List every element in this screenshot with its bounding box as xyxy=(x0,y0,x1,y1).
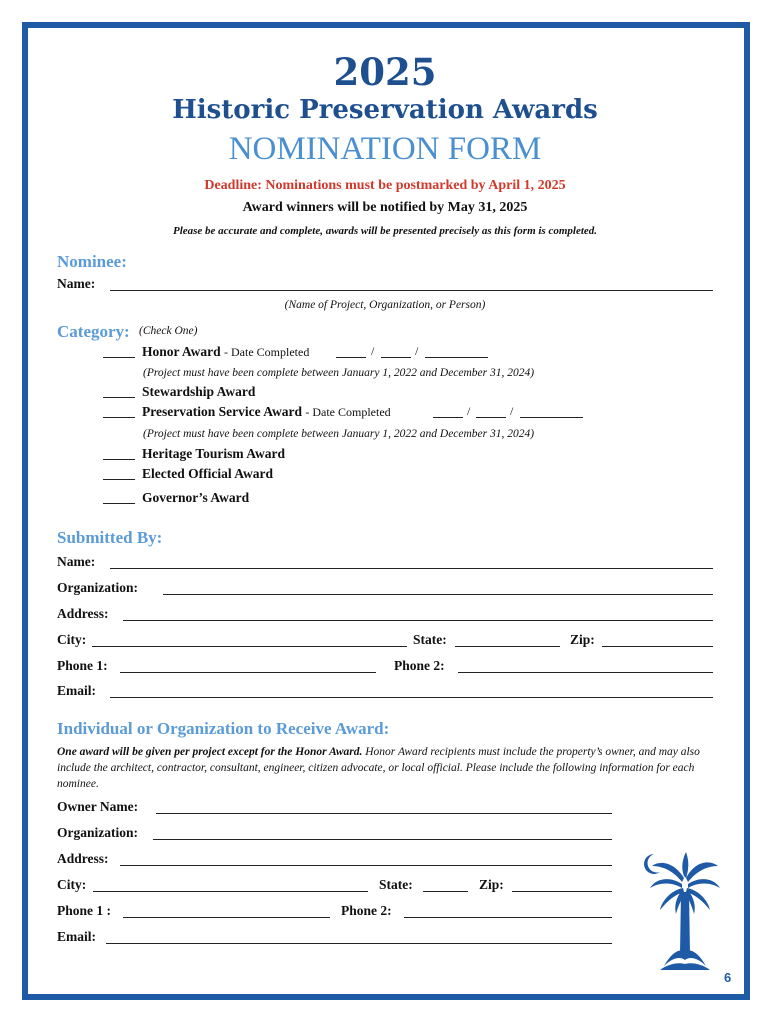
date-slash: / xyxy=(510,404,514,418)
palmetto-tree-icon xyxy=(650,852,720,970)
recipient-instructions: One award will be given per project except for the Honor Award. Honor Award recipients must include the property’s owner, and may also include the architect, contractor, consultant, engineer, citizen advocate, or local official. Please include the following information for each nominee. xyxy=(57,746,700,790)
submitter-org-field[interactable] xyxy=(163,594,713,595)
submitter-org-label: Organization: xyxy=(57,580,138,595)
service-project-note: (Project must have been complete between January 1, 2022 and December 31, 2024) xyxy=(143,428,535,440)
recipient-phone2-field[interactable] xyxy=(404,917,612,918)
elected-official-award-checkbox[interactable] xyxy=(103,479,135,480)
recipient-state-label: State: xyxy=(379,877,413,892)
honor-award-checkbox[interactable] xyxy=(103,357,135,358)
submitter-city-label: City: xyxy=(57,632,87,647)
nominee-name-hint: (Name of Project, Organization, or Person) xyxy=(284,299,486,311)
deadline-text: Deadline: Nominations must be postmarked by April 1, 2025 xyxy=(204,178,566,193)
date-slash: / xyxy=(467,404,471,418)
submitted-by-heading: Submitted By: xyxy=(57,528,163,547)
nominee-heading: Nominee: xyxy=(57,252,127,271)
date-slash: / xyxy=(415,344,419,358)
recipient-zip-label: Zip: xyxy=(479,877,504,892)
stewardship-award-label: Stewardship Award xyxy=(142,384,256,399)
submitter-email-field[interactable] xyxy=(110,697,713,698)
honor-date-day[interactable] xyxy=(381,357,411,358)
recipient-address-label: Address: xyxy=(57,851,109,866)
service-date-day[interactable] xyxy=(476,417,506,418)
instructions-text: Please be accurate and complete, awards will be presented precisely as this form is completed. xyxy=(172,225,598,237)
submitter-name-field[interactable] xyxy=(110,568,713,569)
submitter-zip-field[interactable] xyxy=(602,646,713,647)
submitter-state-field[interactable] xyxy=(455,646,560,647)
governors-award-label: Governor’s Award xyxy=(142,490,250,505)
heritage-tourism-award-label: Heritage Tourism Award xyxy=(142,446,285,461)
preservation-service-award-label: Preservation Service Award - Date Completed xyxy=(142,404,391,419)
recipient-city-label: City: xyxy=(57,877,87,892)
form-title: NOMINATION FORM xyxy=(228,131,542,167)
recipient-zip-field[interactable] xyxy=(512,891,612,892)
governors-award-checkbox[interactable] xyxy=(103,503,135,504)
recipient-email-label: Email: xyxy=(57,929,96,944)
elected-official-award-label: Elected Official Award xyxy=(142,466,273,481)
recipient-email-field[interactable] xyxy=(106,943,612,944)
submitter-city-field[interactable] xyxy=(92,646,407,647)
category-heading: Category: xyxy=(57,322,130,341)
recipient-city-field[interactable] xyxy=(93,891,368,892)
recipient-phone1-label: Phone 1 : xyxy=(57,903,111,918)
date-slash: / xyxy=(371,344,375,358)
honor-award-label: Honor Award - Date Completed xyxy=(142,344,310,359)
form-year: 2025 xyxy=(333,50,437,94)
preservation-service-award-checkbox[interactable] xyxy=(103,417,135,418)
service-date-year[interactable] xyxy=(520,417,583,418)
nominee-name-label: Name: xyxy=(57,276,96,291)
recipient-org-field[interactable] xyxy=(153,839,612,840)
nominee-name-field[interactable] xyxy=(110,290,713,291)
submitter-email-label: Email: xyxy=(57,683,96,698)
awards-title: Historic Preservation Awards xyxy=(172,95,598,125)
palmetto-crescent-icon xyxy=(634,848,720,974)
submitter-address-label: Address: xyxy=(57,606,109,621)
recipient-state-field[interactable] xyxy=(423,891,468,892)
recipient-heading: Individual or Organization to Receive Award: xyxy=(57,719,390,738)
stewardship-award-checkbox[interactable] xyxy=(103,397,135,398)
submitter-phone2-field[interactable] xyxy=(458,672,713,673)
page-number: 6 xyxy=(724,970,732,985)
date-completed-label: - Date Completed xyxy=(224,345,310,359)
notify-text: Award winners will be notified by May 31, 2025 xyxy=(242,200,528,215)
date-completed-label: - Date Completed xyxy=(305,405,391,419)
owner-name-label: Owner Name: xyxy=(57,799,139,814)
honor-date-month[interactable] xyxy=(336,357,366,358)
recipient-org-label: Organization: xyxy=(57,825,138,840)
submitter-phone1-label: Phone 1: xyxy=(57,658,108,673)
service-date-month[interactable] xyxy=(433,417,463,418)
category-check-note: (Check One) xyxy=(139,325,198,337)
submitter-phone1-field[interactable] xyxy=(120,672,376,673)
submitter-zip-label: Zip: xyxy=(570,632,595,647)
submitter-phone2-label: Phone 2: xyxy=(394,658,445,673)
submitter-state-label: State: xyxy=(413,632,447,647)
recipient-address-field[interactable] xyxy=(120,865,612,866)
heritage-tourism-award-checkbox[interactable] xyxy=(103,459,135,460)
recipient-phone2-label: Phone 2: xyxy=(341,903,392,918)
honor-date-year[interactable] xyxy=(425,357,488,358)
recipient-phone1-field[interactable] xyxy=(123,917,330,918)
honor-project-note: (Project must have been complete between January 1, 2022 and December 31, 2024) xyxy=(143,367,535,379)
submitter-address-field[interactable] xyxy=(123,620,713,621)
submitter-name-label: Name: xyxy=(57,554,96,569)
owner-name-field[interactable] xyxy=(156,813,612,814)
